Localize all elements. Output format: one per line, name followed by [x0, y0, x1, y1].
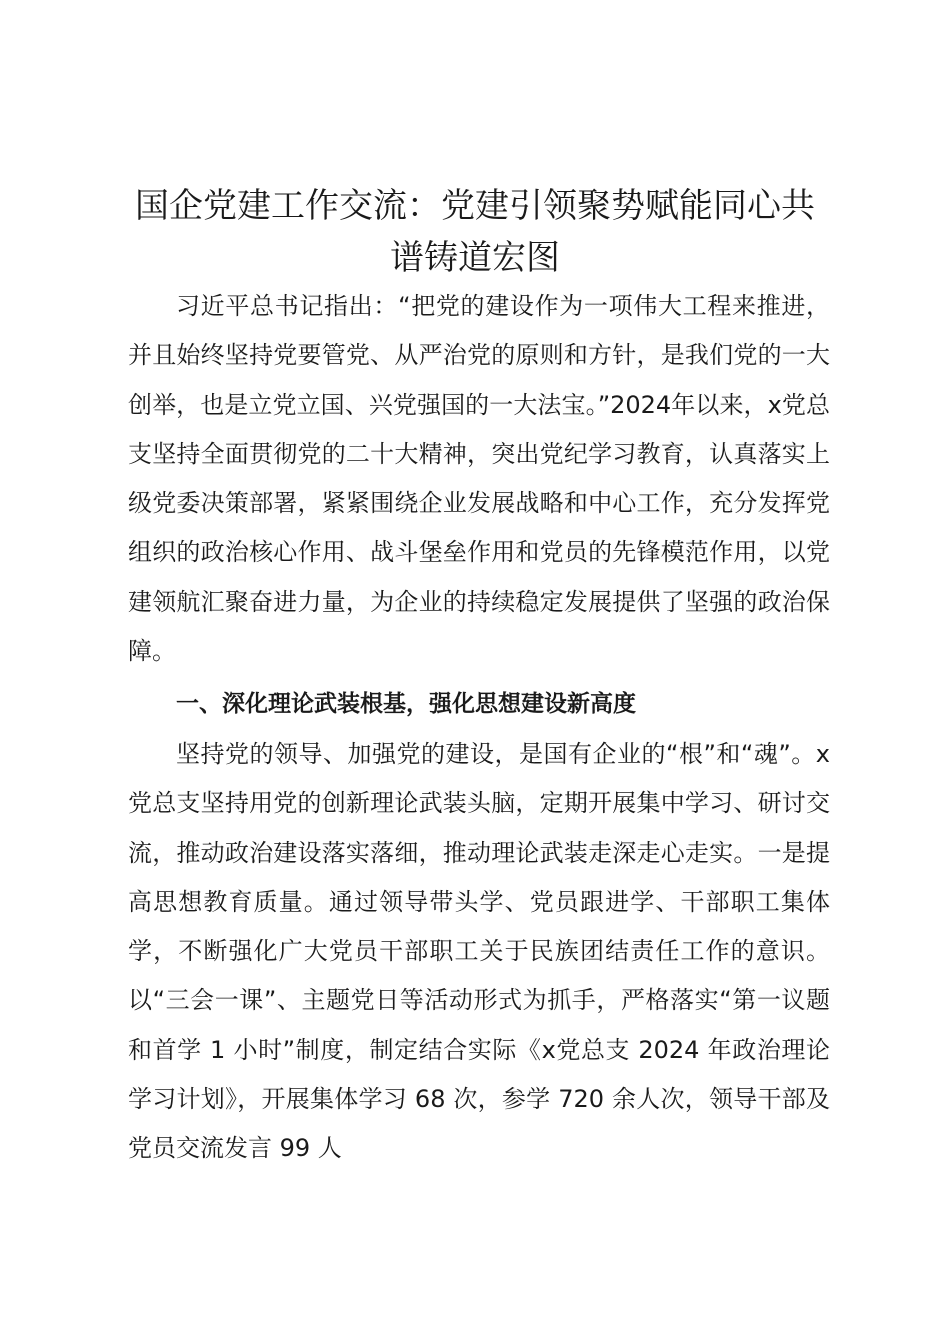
- intro-paragraph: 习近平总书记指出：“把党的建设作为一项伟大工程来推进，并且始终坚持党要管党、从严治党的原则和方针，是我们党的一大创举，也是立党立国、兴党强国的一大法宝。”2024年以来，x党总支坚持全面贯彻党的二十大精神，突出党纪学习教育，认真落实上级党委决策部署，紧紧围绕企业发展战略和中心工作，充分发挥党组织的政治核心作用、战斗堡垒作用和党员的先锋模范作用，以党建领航汇聚奋进力量，为企业的持续稳定发展提供了坚强的政治保障。: [128, 292, 830, 666]
- section-paragraph: 坚持党的领导、加强党的建设，是国有企业的“根”和“魂”。x党总支坚持用党的创新理论武装头脑，定期开展集中学习、研讨交流，推动政治建设落实落细，推动理论武装走深走心走实。一是提高思想教育质量。通过领导带头学、党员跟进学、干部职工集体学，不断强化广大党员干部职工关于民族团结责任工作的意识。以“三会一课”、主题党日等活动形式为抓手，严格落实“第一议题和首学 1 小时”制度，制定结合实际《x党总支 2024 年政治理论学习计划》，开展集体学习 68 次，参学 720 余人次，领导干部及党员交流发言 99 人: [128, 740, 830, 1163]
- section-heading: 一、深化理论武装根基，强化思想建设新高度: [176, 691, 636, 717]
- document-title: [120, 180, 830, 284]
- title-line-2: 谱铸道宏图: [390, 238, 560, 278]
- title-line-1: 国企党建工作交流：党建引领聚势赋能同心共: [135, 186, 815, 226]
